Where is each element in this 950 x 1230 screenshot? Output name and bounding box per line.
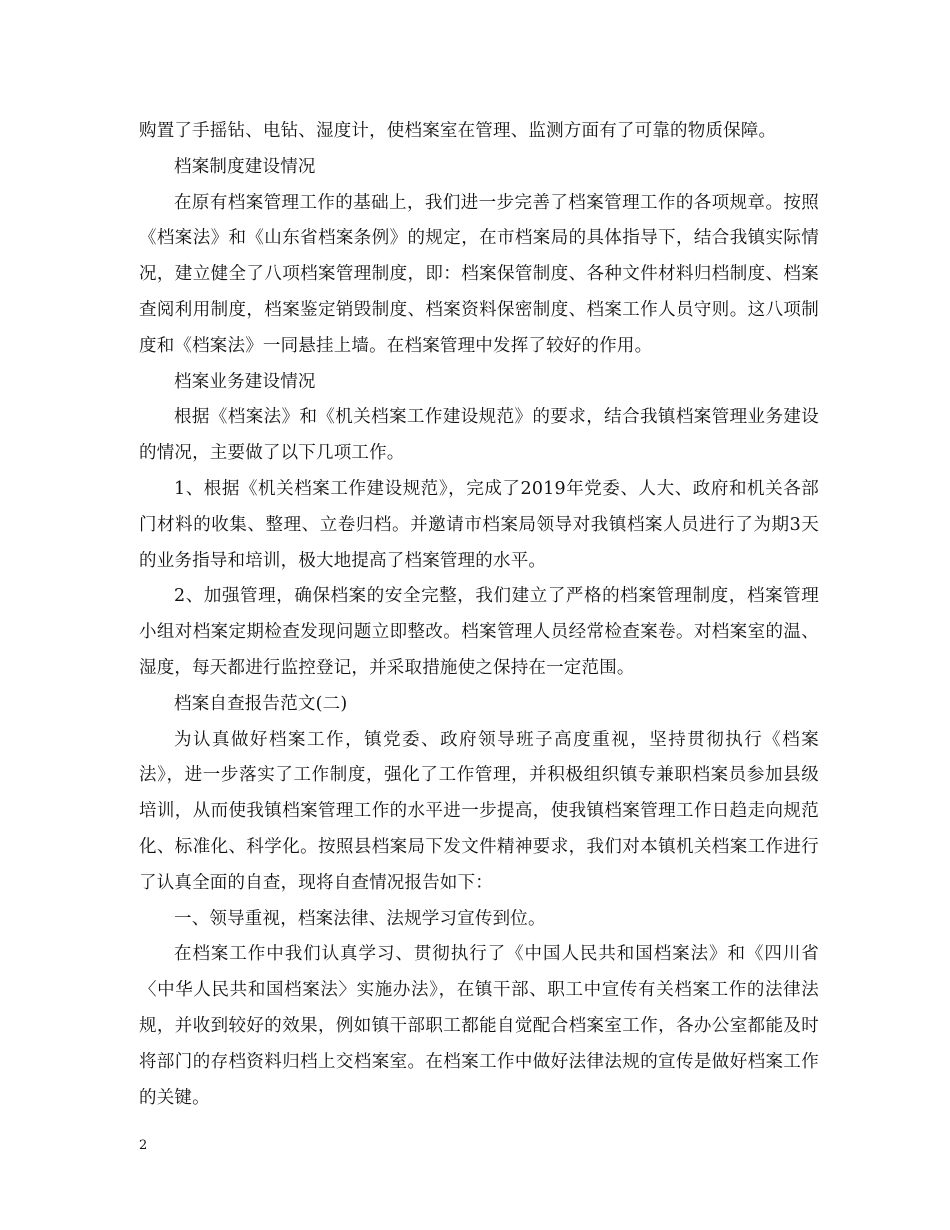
paragraph-continuation: 购置了手摇钻、电钻、湿度计，使档案室在管理、监测方面有了可靠的物质保障。 bbox=[139, 121, 777, 141]
paragraph-business-intro: 根据《档案法》和《机关档案工作建设规范》的要求，结合我镇档案管理业务建设的情况，主要做了以下几项工作。 bbox=[139, 407, 819, 464]
body-text bbox=[139, 114, 819, 1116]
paragraph-item-2: 2、加强管理，确保档案的安全完整，我们建立了严格的档案管理制度，档案管理小组对档案定期检查发现问题立即整改。档案管理人员经常检查案卷。对档案室的温、湿度，每天都进行监控登记，并采取措施使之保持在一定范围。 bbox=[139, 586, 819, 678]
section-heading-business: 档案业务建设情况 bbox=[174, 371, 316, 392]
paragraph-item-1: 1、根据《机关档案工作建设规范》，完成了2019年党委、人大、政府和机关各部门材料的收集、整理、立卷归档。并邀请市档案局领导对我镇档案人员进行了为期3天的业务指导和培训，极大地提高了档案管理的水平。 bbox=[139, 478, 819, 571]
section-heading-leadership: 一、领导重视，档案法律、法规学习宣传到位。 bbox=[174, 908, 546, 929]
paragraph-sample-two-intro: 为认真做好档案工作，镇党委、政府领导班子高度重视，坚持贯彻执行《档案法》，进一步落实了工作制度，强化了工作管理，并积极组织镇专兼职档案员参加县级培训，从而使我镇档案管理工作的水平进一步提高，使我镇档案管理工作日趋走向规范化、标准化、科学化。按照县档案局下发文件精神要求，我们对本镇机关档案工作进行了认真全面的自查，现将自查情况报告如下： bbox=[139, 729, 819, 893]
page-number: 2 bbox=[139, 1138, 148, 1153]
paragraph-system: 在原有档案管理工作的基础上，我们进一步完善了档案管理工作的各项规章。按照《档案法》和《山东省档案条例》的规定，在市档案局的具体指导下，结合我镇实际情况，建立健全了八项档案管理制度，即：档案保管制度、各种文件材料归档制度、档案查阅利用制度，档案鉴定销毁制度、档案资料保密制度、档案工作人员守则。这八项制度和《档案法》一同悬挂上墙。在档案管理中发挥了较好的作用。 bbox=[139, 192, 819, 356]
section-heading-sample-two: 档案自查报告范文(二) bbox=[174, 693, 348, 714]
paragraph-leadership: 在档案工作中我们认真学习、贯彻执行了《中国人民共和国档案法》和《四川省〈中华人民共和国档案法〉实施办法》，在镇干部、职工中宣传有关档案工作的法律法规，并收到较好的效果，例如镇干部职工都能自觉配合档案室工作，各办公室都能及时将部门的存档资料归档上交档案室。在档案工作中做好法律法规的宣传是做好档案工作的关键。 bbox=[139, 944, 819, 1108]
section-heading-system: 档案制度建设情况 bbox=[174, 156, 316, 177]
